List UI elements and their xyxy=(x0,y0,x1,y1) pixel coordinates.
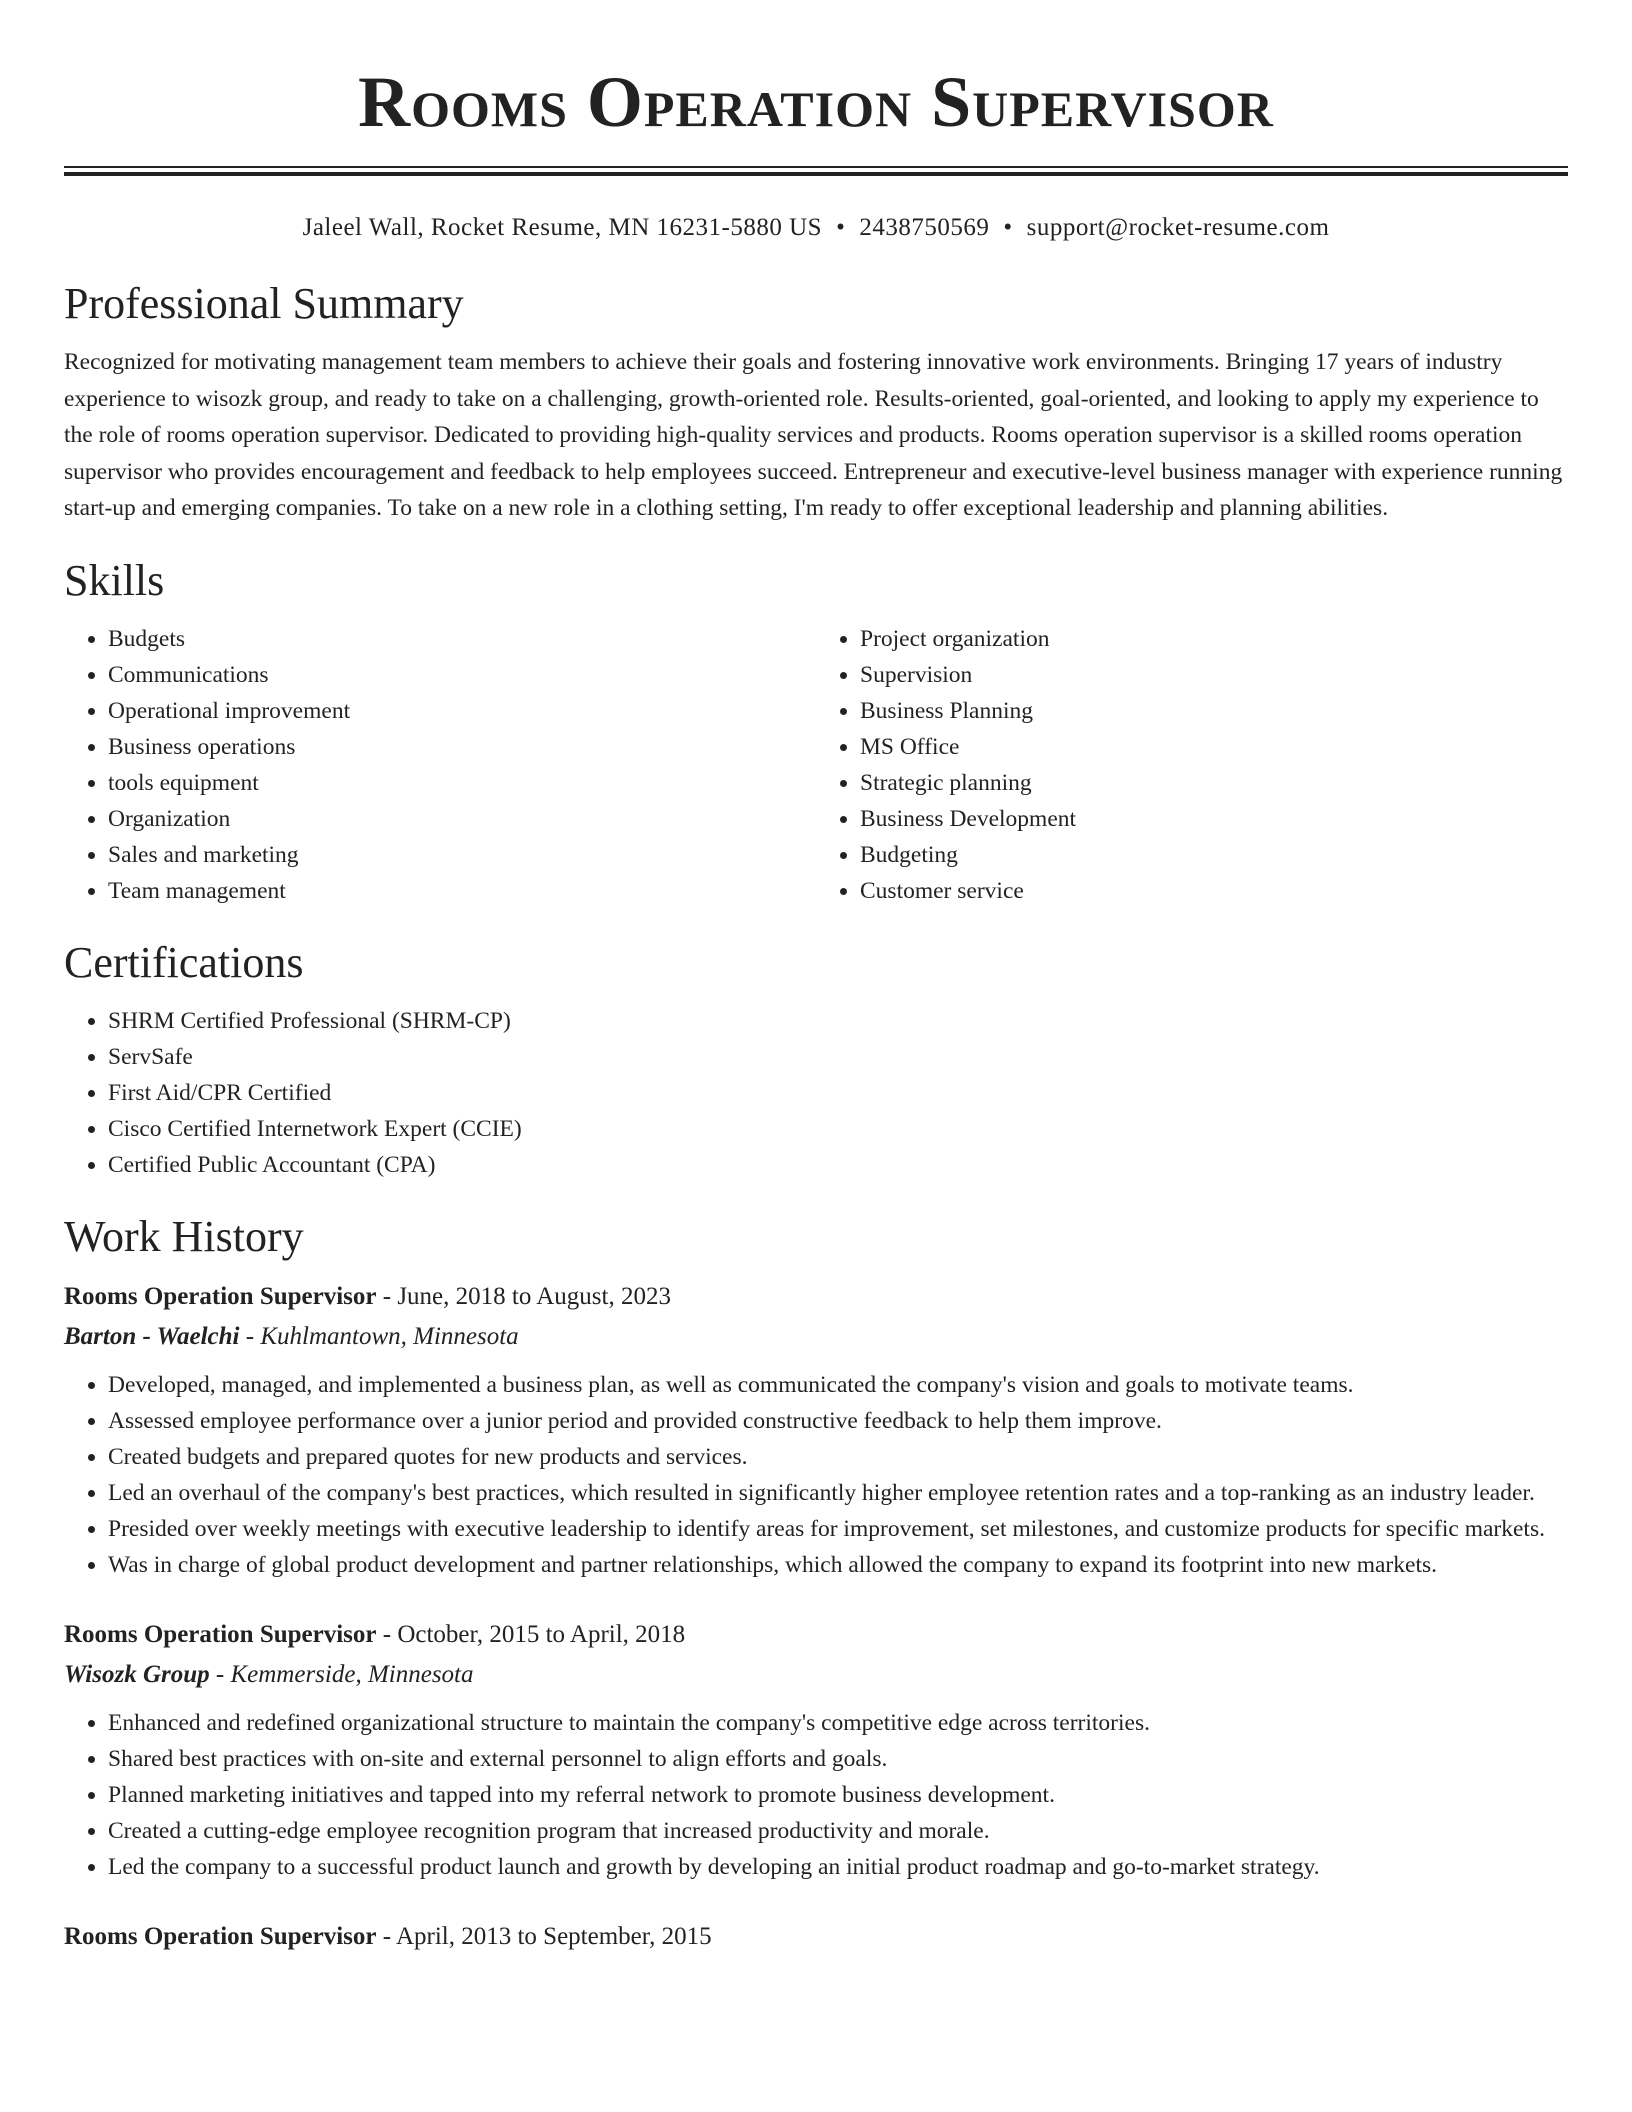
skills-heading: Skills xyxy=(64,555,165,605)
skill-item: • Team management xyxy=(108,873,816,909)
work-history-heading: Work History xyxy=(64,1211,304,1261)
certifications-list xyxy=(64,1003,1568,1183)
certification-item: • Certified Public Accountant (CPA) xyxy=(108,1147,1568,1183)
title-divider xyxy=(64,166,1568,176)
job-company: Barton - Waelchi xyxy=(64,1322,240,1350)
job-bullet: • Assessed employee performance over a junior period and provided constructive feedback to help them improve. xyxy=(108,1403,1568,1439)
job-location: - Kemmerside, Minnesota xyxy=(215,1660,474,1688)
contact-phone: 2438750569 xyxy=(859,214,990,241)
skill-item: • Strategic planning xyxy=(860,765,1568,801)
skill-item: • Business Planning xyxy=(860,693,1568,729)
certification-item: • First Aid/CPR Certified xyxy=(108,1075,1568,1111)
skill-item: • Business operations xyxy=(108,729,816,765)
job-entry xyxy=(64,1615,1568,1885)
contact-email: support@rocket-resume.com xyxy=(1026,214,1330,241)
job-title: Rooms Operation Supervisor xyxy=(64,1922,377,1950)
resume-page xyxy=(64,0,1568,1957)
contact-line xyxy=(64,212,1568,244)
contact-separator: • xyxy=(1003,214,1013,241)
job-bullet: • Enhanced and redefined organizational structure to maintain the company's competitive edge across territories. xyxy=(108,1705,1568,1741)
skills-columns xyxy=(64,621,1568,909)
job-company-line xyxy=(64,1317,1568,1357)
job-entry xyxy=(64,1917,1568,1957)
job-location: - Kuhlmantown, Minnesota xyxy=(245,1322,519,1350)
job-bullet: • Created budgets and prepared quotes for new products and services. xyxy=(108,1439,1568,1475)
certification-item: • Cisco Certified Internetwork Expert (CCIE) xyxy=(108,1111,1568,1147)
contact-separator: • xyxy=(836,214,846,241)
job-dates: - April, 2013 to September, 2015 xyxy=(382,1922,712,1950)
skill-item: • Business Development xyxy=(860,801,1568,837)
job-bullet: • Presided over weekly meetings with executive leadership to identify areas for improvement, set milestones, and customize products for specific markets. xyxy=(108,1511,1568,1547)
job-title-line xyxy=(64,1277,1568,1317)
skill-item: • Sales and marketing xyxy=(108,837,816,873)
job-title: Rooms Operation Supervisor xyxy=(64,1282,377,1310)
certification-item: • SHRM Certified Professional (SHRM-CP) xyxy=(108,1003,1568,1039)
summary-text: Recognized for motivating management team members to achieve their goals and fostering innovative work environments. Bringing 17 years of industry experience to wisozk group, and ready to take on a challenging, growth-oriented role. Results-oriented, goal-oriented, and looking to apply my experience to the role of rooms operation supervisor. Dedicated to providing high-quality services and products. Rooms operation supervisor is a skilled rooms operation supervisor who provides encouragement and feedback to help employees succeed. Entrepreneur and executive-level business manager with experience running start-up and emerging companies. To take on a new role in a clothing setting, I'm ready to offer exceptional leadership and planning abilities. xyxy=(64,349,1563,521)
skill-item: • Budgets xyxy=(108,621,816,657)
job-bullet: • Led the company to a successful product launch and growth by developing an initial product roadmap and go-to-market strategy. xyxy=(108,1849,1568,1885)
skills-right-list xyxy=(816,621,1568,909)
certifications-heading: Certifications xyxy=(64,937,304,987)
skills-left-list xyxy=(64,621,816,909)
job-dates: - October, 2015 to April, 2018 xyxy=(382,1620,686,1648)
certification-item: • ServSafe xyxy=(108,1039,1568,1075)
skill-item: • Project organization xyxy=(860,621,1568,657)
contact-address: Jaleel Wall, Rocket Resume, MN 16231-5880 US xyxy=(302,214,823,241)
job-company-line xyxy=(64,1655,1568,1695)
skill-item: • Organization xyxy=(108,801,816,837)
job-bullets xyxy=(64,1705,1568,1885)
job-entry xyxy=(64,1277,1568,1583)
skill-item: • Operational improvement xyxy=(108,693,816,729)
job-title: Rooms Operation Supervisor xyxy=(64,1620,377,1648)
job-bullets xyxy=(64,1367,1568,1583)
job-bullet: • Shared best practices with on-site and external personnel to align efforts and goals. xyxy=(108,1741,1568,1777)
skill-item: • Budgeting xyxy=(860,837,1568,873)
skill-item: • Supervision xyxy=(860,657,1568,693)
skill-item: • MS Office xyxy=(860,729,1568,765)
job-title-line xyxy=(64,1917,1568,1957)
job-bullet: • Led an overhaul of the company's best practices, which resulted in significantly higher employee retention rates and a top-ranking as an industry leader. xyxy=(108,1475,1568,1511)
skill-item: • Communications xyxy=(108,657,816,693)
skill-item: • Customer service xyxy=(860,873,1568,909)
job-bullet: • Planned marketing initiatives and tapped into my referral network to promote business development. xyxy=(108,1777,1568,1813)
job-bullet: • Developed, managed, and implemented a business plan, as well as communicated the company's vision and goals to motivate teams. xyxy=(108,1367,1568,1403)
job-title-line xyxy=(64,1615,1568,1655)
job-bullet: • Was in charge of global product development and partner relationships, which allowed the company to expand its footprint into new markets. xyxy=(108,1547,1568,1583)
summary-heading: Professional Summary xyxy=(64,279,464,328)
skill-item: • tools equipment xyxy=(108,765,816,801)
job-bullet: • Created a cutting-edge employee recognition program that increased productivity and morale. xyxy=(108,1813,1568,1849)
resume-title: Rooms Operation Supervisor xyxy=(358,62,1274,142)
job-dates: - June, 2018 to August, 2023 xyxy=(382,1282,671,1310)
job-company: Wisozk Group xyxy=(64,1660,210,1688)
